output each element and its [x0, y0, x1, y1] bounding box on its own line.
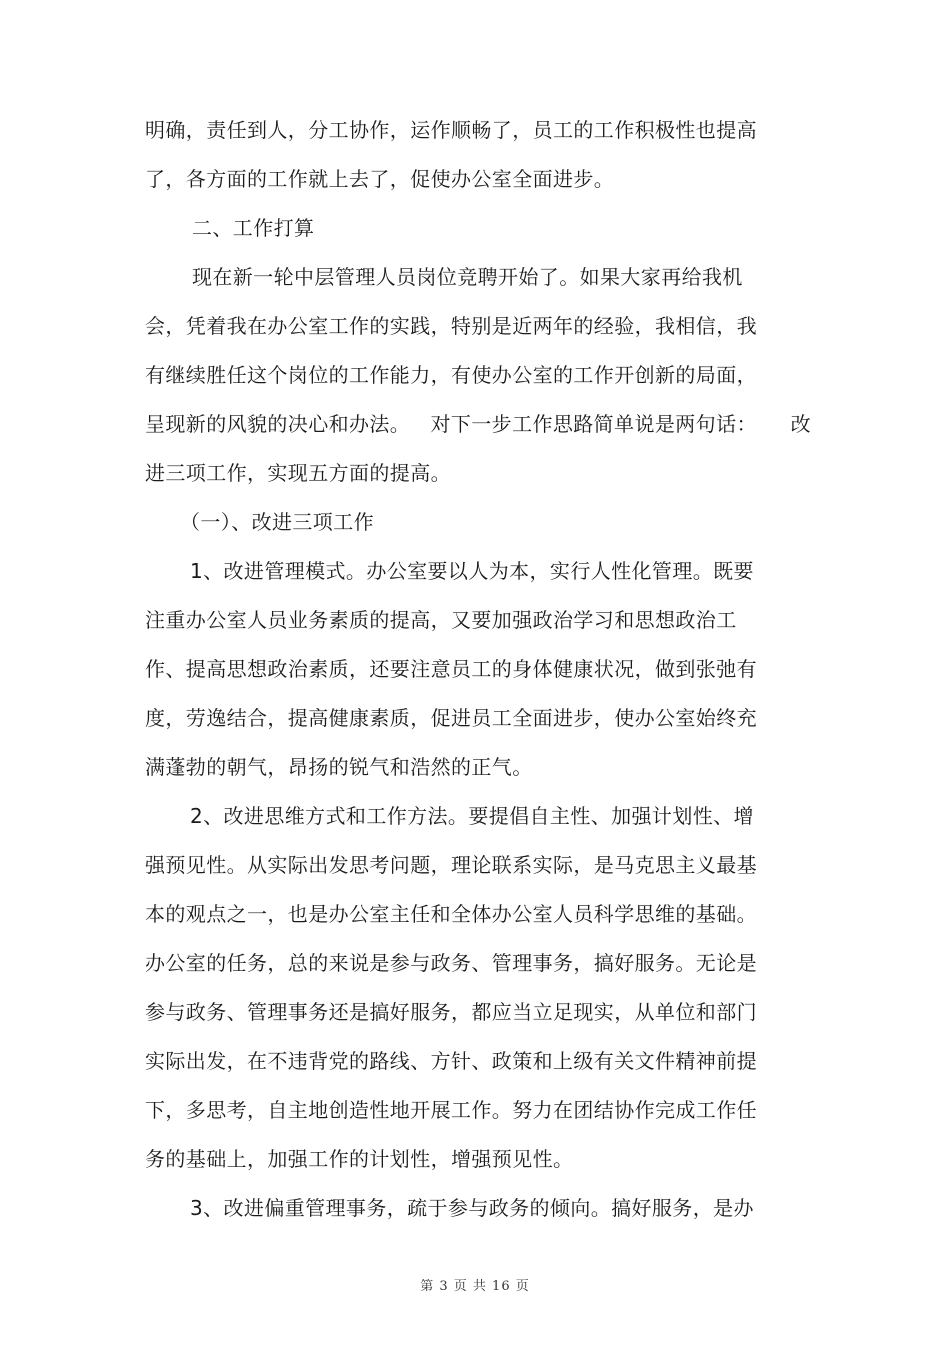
paragraph-first-line: 现在新一轮中层管理人员岗位竞聘开始了。如果大家再给我机 [192, 265, 743, 289]
body-text-line: 本的观点之一，也是办公室主任和全体办公室人员科学思维的基础。 [145, 902, 757, 926]
body-text-line: 明确，责任到人，分工协作，运作顺畅了，员工的工作积极性也提高 [145, 118, 757, 142]
paragraph-first-line: 1、改进管理模式。办公室要以人为本，实行人性化管理。既要 [190, 559, 754, 583]
body-text-line: 作、提高思想政治素质，还要注意员工的身体健康状况，做到张弛有 [145, 657, 757, 681]
body-text-line: 务的基础上，加强工作的计划性，增强预见性。 [145, 1147, 574, 1171]
paragraph-first-line: 2、改进思维方式和工作方法。要提倡自主性、加强计划性、增 [190, 804, 754, 828]
page-footer: 第 3 页 共 16 页 [420, 1279, 530, 1294]
body-text-line: 办公室的任务，总的来说是参与政务、管理事务，搞好服务。无论是 [145, 951, 757, 975]
body-text-line: 有继续胜任这个岗位的工作能力，有使办公室的工作开创新的局面， [145, 363, 757, 387]
body-text-line: 满蓬勃的朝气，昂扬的锐气和浩然的正气。 [145, 755, 533, 779]
subsection-heading: （一）、改进三项工作 [180, 510, 374, 534]
body-text-line: 呈现新的风貌的决心和办法。 对下一步工作思路简单说是两句话： 改 [145, 412, 812, 436]
paragraph-first-line: 3、改进偏重管理事务，疏于参与政务的倾向。搞好服务，是办 [190, 1196, 754, 1220]
body-text-line: 度，劳逸结合，提高健康素质，促进员工全面进步，使办公室始终充 [145, 706, 757, 730]
body-text-line: 下，多思考，自主地创造性地开展工作。努力在团结协作完成工作任 [145, 1098, 757, 1122]
body-text-line: 参与政务、管理事务还是搞好服务，都应当立足现实，从单位和部门 [145, 1000, 757, 1024]
body-text-line: 实际出发，在不违背党的路线、方针、政策和上级有关文件精神前提 [145, 1049, 757, 1073]
body-text-line: 注重办公室人员业务素质的提高，又要加强政治学习和思想政治工 [145, 608, 737, 632]
body-text-line: 强预见性。从实际出发思考问题，理论联系实际，是马克思主义最基 [145, 853, 757, 877]
body-text-line: 了，各方面的工作就上去了，促使办公室全面进步。 [145, 167, 615, 191]
body-text-line: 进三项工作，实现五方面的提高。 [145, 461, 451, 485]
section-heading: 二、工作打算 [192, 216, 315, 240]
body-text-line: 会，凭着我在办公室工作的实践，特别是近两年的经验，我相信，我 [145, 314, 757, 338]
